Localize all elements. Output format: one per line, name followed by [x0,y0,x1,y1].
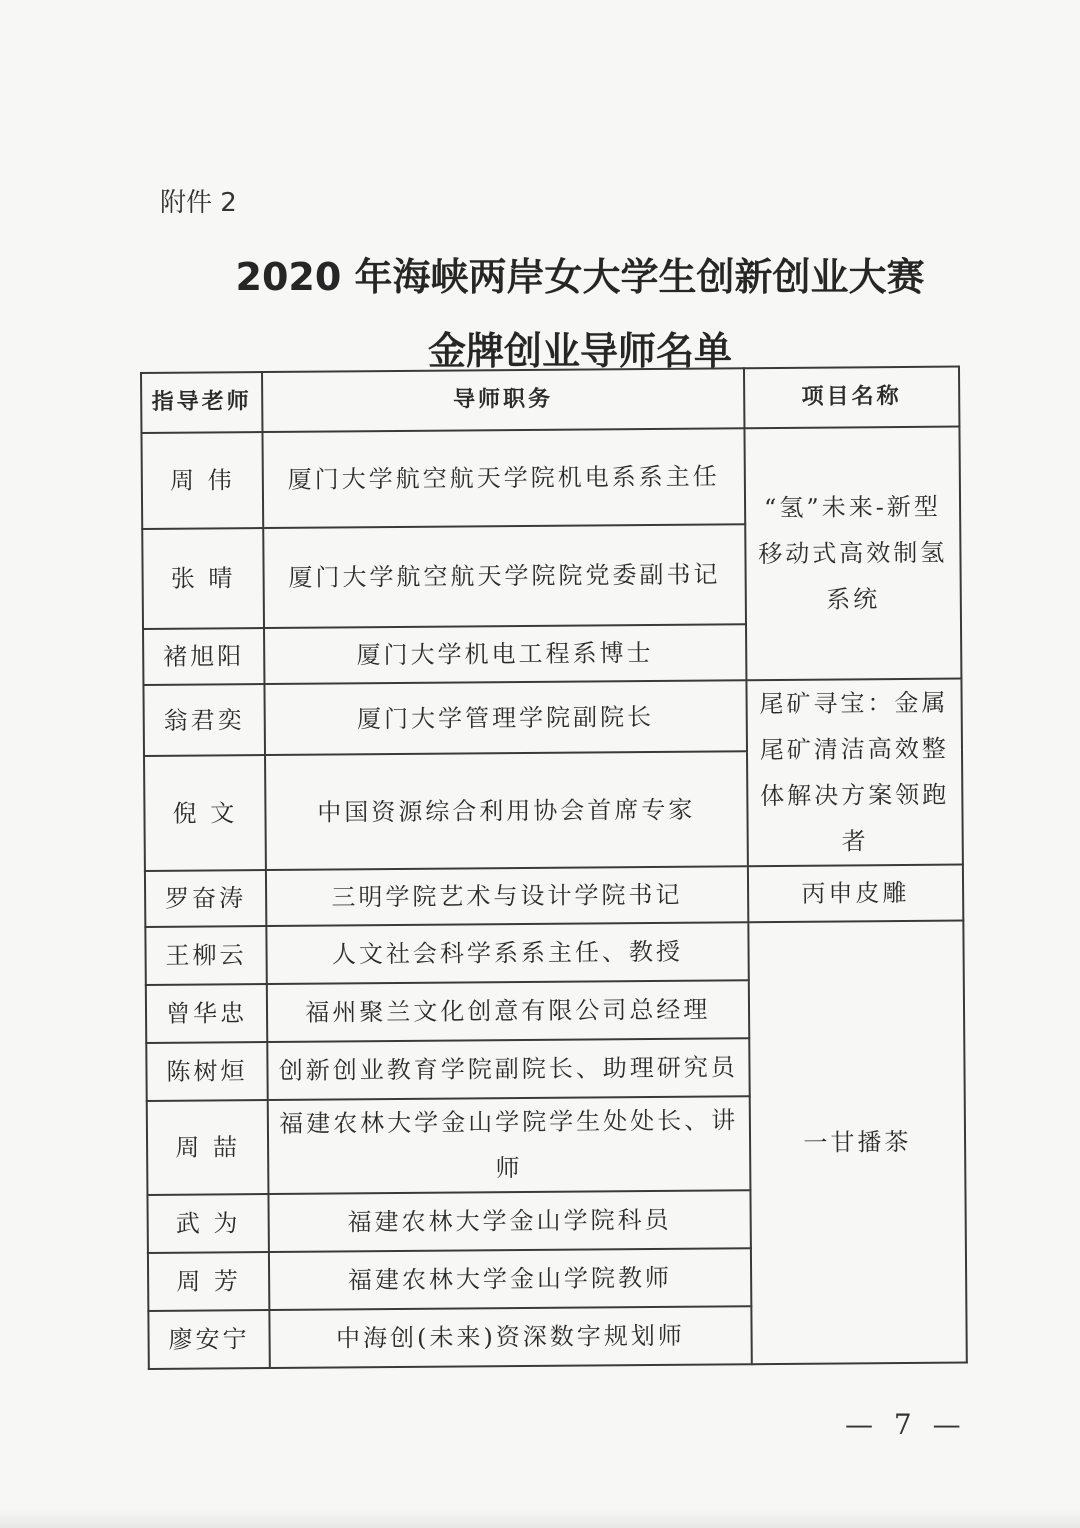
table-row [145,865,963,927]
mentor-position-cell: 三明学院艺术与设计学院书记 [266,866,748,926]
mentor-name-cell: 周 喆 [147,1100,269,1195]
table-row [141,427,960,529]
mentor-position-cell: 创新创业教育学院副院长、助理研究员 [267,1038,749,1100]
header-position: 导师职务 [262,368,744,432]
header-mentor: 指导老师 [141,372,262,433]
page-number: — 7 — [845,1408,967,1441]
table-row [145,921,963,985]
mentor-position-cell: 福州聚兰文化创意有限公司总经理 [267,980,749,1042]
mentor-name-cell: 武 为 [147,1194,268,1253]
page-edge [0,1508,1080,1528]
mentor-name-cell: 王柳云 [145,926,266,985]
mentor-table [140,366,968,1370]
mentor-position-cell: 厦门大学机电工程系博士 [264,624,746,684]
project-name-cell: 尾矿寻宝：金属尾矿清洁高效整体解决方案领跑者 [746,679,963,867]
mentor-position-cell: 人文社会科学系系主任、教授 [266,922,748,984]
table-header-row [141,367,959,433]
table-row [143,679,962,757]
header-project: 项目名称 [744,367,960,429]
mentor-name-cell: 陈树烜 [146,1042,267,1101]
document-title-line2: 金牌创业导师名单 [427,329,732,373]
mentor-position-cell: 中海创(未来)资深数字规划师 [269,1306,751,1368]
mentor-name-cell: 褚旭阳 [143,628,264,685]
mentor-position-cell: 厦门大学管理学院副院长 [264,680,746,755]
mentor-position-cell: 厦门大学航空航天学院机电系系主任 [262,428,745,528]
mentor-position-cell: 福建农林大学金山学院科员 [268,1190,750,1252]
attachment-label: 附件 2 [160,188,237,218]
mentor-name-cell: 曾华忠 [146,984,267,1043]
mentor-position-cell: 福建农林大学金山学院学生处处长、讲师 [268,1096,750,1194]
project-name-cell: 丙申皮雕 [748,865,964,923]
mentor-name-cell: 周 芳 [148,1252,269,1311]
mentor-position-cell: 福建农林大学金山学院教师 [269,1248,751,1310]
mentor-name-cell: 翁君奕 [143,684,265,756]
mentor-position-cell: 中国资源综合利用协会首席专家 [265,752,748,870]
document-title-line1: 2020 年海峡两岸女大学生创新创业大赛 [235,255,925,299]
mentor-name-cell: 倪 文 [144,755,266,871]
mentor-name-cell: 周 伟 [141,432,263,529]
mentor-name-cell: 廖安宁 [148,1310,269,1369]
mentor-name-cell: 罗奋涛 [145,870,266,927]
mentor-name-cell: 张 晴 [142,528,264,629]
project-name-cell: 一甘播茶 [748,921,967,1365]
mentor-position-cell: 厦门大学航空航天学院院党委副书记 [263,524,746,628]
project-name-cell: “氢”未来-新型移动式高效制氢系统 [744,427,961,681]
